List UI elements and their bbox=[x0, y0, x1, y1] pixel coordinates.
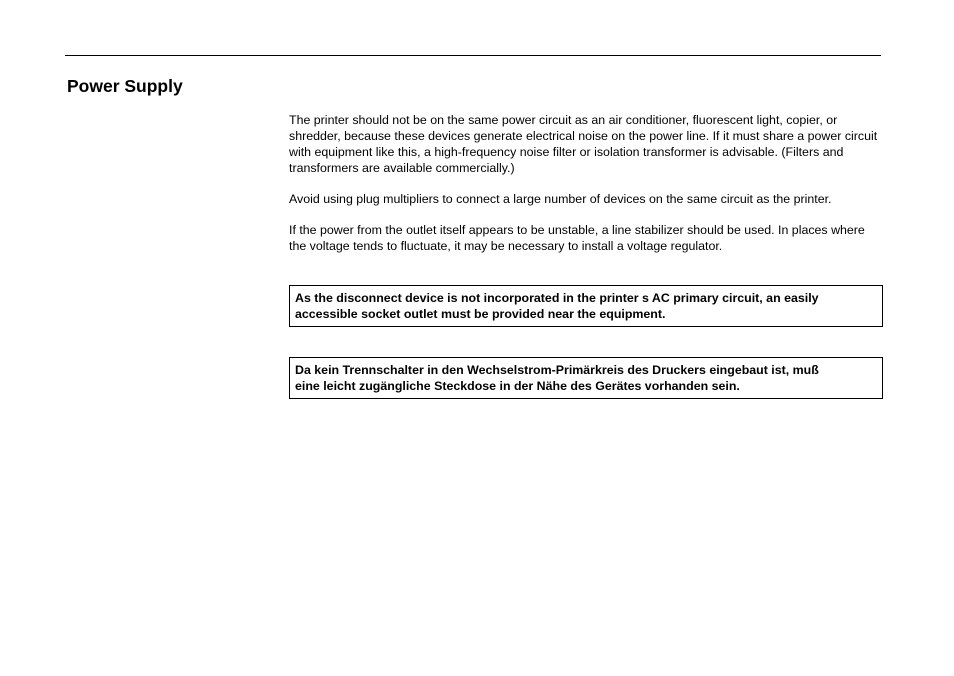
section-heading: Power Supply bbox=[67, 76, 183, 96]
notice-german-line-2: eine leicht zugängliche Steckdose in der Nähe des Gerätes vorhanden sein. bbox=[295, 379, 740, 393]
paragraph-plug-multipliers: Avoid using plug multipliers to connect a large number of devices on the same circuit as the printer. bbox=[289, 192, 832, 206]
disconnect-notice-english bbox=[289, 285, 883, 327]
header-rule bbox=[65, 55, 881, 56]
body-text bbox=[289, 112, 881, 269]
paragraph-line-stabilizer: If the power from the outlet itself appears to be unstable, a line stabilizer should be used. In places where the voltage tends to fluctuate, it may be necessary to install a voltage regulator. bbox=[289, 223, 865, 253]
notice-german-line-1: Da kein Trennschalter in den Wechselstrom-Primärkreis des Druckers eingebaut ist, muß bbox=[295, 363, 819, 377]
paragraph-power-circuit: The printer should not be on the same power circuit as an air conditioner, fluorescent light, copier, or shredder, because these devices generate electrical noise on the power line. If it must share a power circuit with equipment like this, a high-frequency noise filter or isolation transformer is advisable. (Filters and transformers are available commercially.) bbox=[289, 113, 878, 175]
notice-english-line-1: As the disconnect device is not incorporated in the printer s AC primary circuit, an easily bbox=[295, 291, 819, 305]
disconnect-notice-german bbox=[289, 357, 883, 399]
notice-english-line-2: accessible socket outlet must be provided near the equipment. bbox=[295, 307, 666, 321]
